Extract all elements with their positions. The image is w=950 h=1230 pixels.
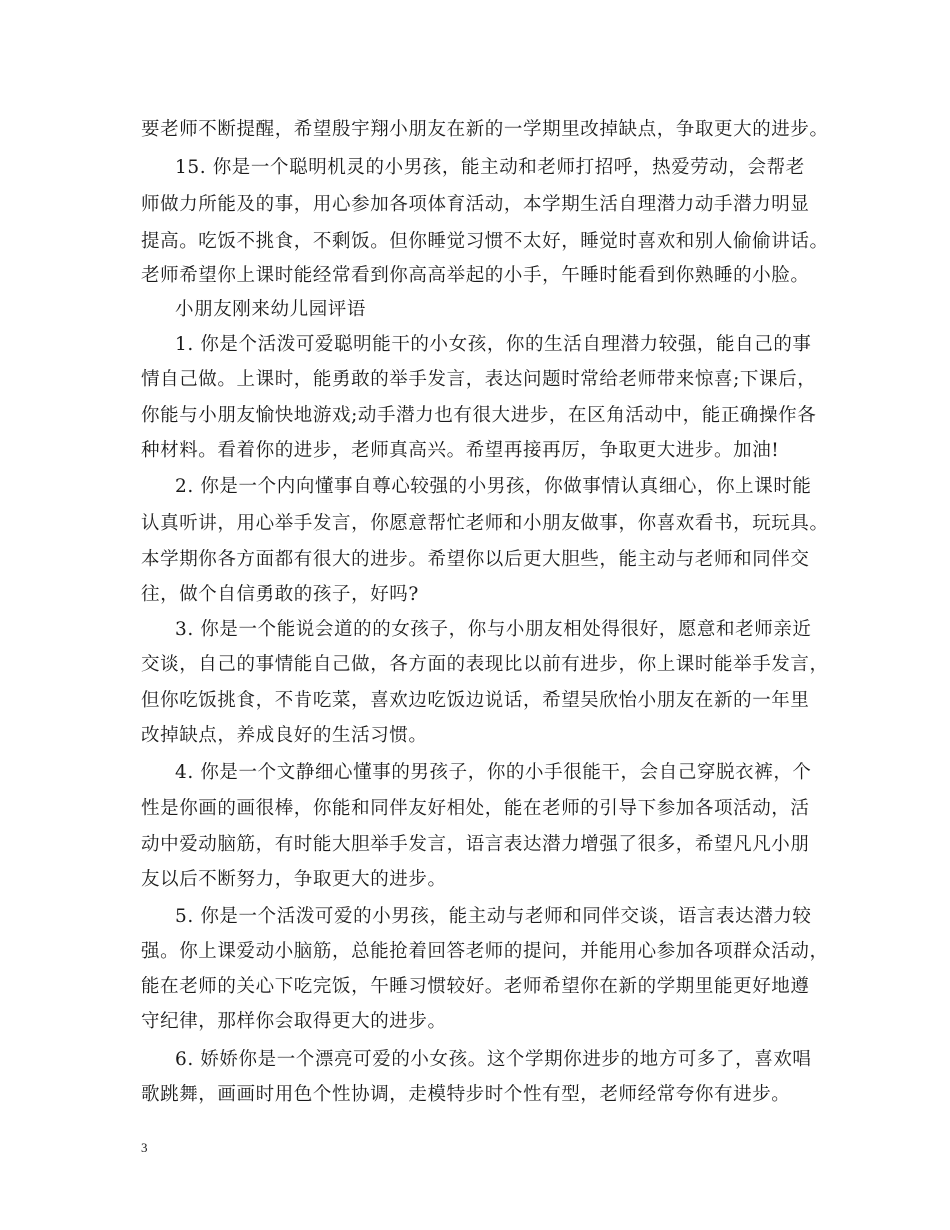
- text-line: 老师希望你上课时能经常看到你高高举起的小手，午睡时能看到你熟睡的小脸。: [141, 265, 810, 286]
- text-line: 4. 你是一个文静细心懂事的男孩子，你的小手很能干，会自己穿脱衣裤，个: [175, 762, 812, 783]
- text-line: 改掉缺点，养成良好的生活习惯。: [141, 725, 428, 746]
- text-line: 3. 你是一个能说会道的的女孩子，你与小朋友相处得很好，愿意和老师亲近: [175, 619, 812, 640]
- text-line: 情自己做。上课时，能勇敢的举手发言，表达问题时常给老师带来惊喜;下课后，: [141, 369, 817, 390]
- text-line: 能在老师的关心下吃完饭，午睡习惯较好。老师希望你在新的学期里能更好地遵: [141, 976, 810, 997]
- text-line: 歌跳舞，画画时用色个性协调，走模特步时个性有型，老师经常夸你有进步。: [141, 1084, 791, 1105]
- text-line: 5. 你是一个活泼可爱的小男孩，能主动与老师和同伴交谈，语言表达潜力较: [175, 906, 812, 927]
- text-line: 动中爱动脑筋，有时能大胆举手发言，语言表达潜力增强了很多，希望凡凡小朋: [141, 834, 810, 855]
- text-line: 但你吃饭挑食，不肯吃菜，喜欢边吃饭边说话，希望吴欣怡小朋友在新的一年里: [141, 690, 810, 711]
- text-line: 强。你上课爱动小脑筋，总能抢着回答老师的提问，并能用心参加各项群众活动，: [141, 941, 829, 962]
- text-line: 友以后不断努力，争取更大的进步。: [141, 869, 447, 890]
- text-line: 提高。吃饭不挑食，不剩饭。但你睡觉习惯不太好，睡觉时喜欢和别人偷偷讲话。: [141, 231, 829, 252]
- text-line: 师做力所能及的事，用心参加各项体育活动，本学期生活自理潜力动手潜力明显: [141, 194, 810, 215]
- text-line: 15. 你是一个聪明机灵的小男孩，能主动和老师打招呼，热爱劳动，会帮老: [175, 157, 805, 178]
- text-line: 往，做个自信勇敢的孩子，好吗?: [141, 584, 419, 605]
- text-line: 守纪律，那样你会取得更大的进步。: [141, 1011, 447, 1032]
- text-line: 你能与小朋友愉快地游戏;动手潜力也有很大进步，在区角活动中，能正确操作各: [141, 405, 817, 426]
- text-line: 交谈，自己的事情能自己做，各方面的表现比以前有进步，你上课时能举手发言，: [141, 654, 829, 675]
- text-line: 2. 你是一个内向懂事自尊心较强的小男孩，你做事情认真细心，你上课时能: [175, 476, 812, 497]
- text-line: 性是你画的画很棒，你能和同伴友好相处，能在老师的引导下参加各项活动，活: [141, 798, 810, 819]
- text-line: 6. 娇娇你是一个漂亮可爱的小女孩。这个学期你进步的地方可多了，喜欢唱: [175, 1049, 812, 1070]
- text-line: 1. 你是个活泼可爱聪明能干的小女孩，你的生活自理潜力较强，能自己的事: [175, 334, 812, 355]
- text-line: 种材料。看着你的进步，老师真高兴。希望再接再厉，争取更大进步。加油!: [141, 440, 780, 461]
- page-number: 3: [141, 1140, 148, 1155]
- section-heading: 小朋友刚来幼儿园评语: [175, 299, 367, 320]
- text-line: 要老师不断提醒，希望殷宇翔小朋友在新的一学期里改掉缺点，争取更大的进步。: [141, 119, 829, 140]
- text-line: 认真听讲，用心举手发言，你愿意帮忙老师和小朋友做事，你喜欢看书，玩玩具。: [141, 513, 829, 534]
- text-line: 本学期你各方面都有很大的进步。希望你以后更大胆些，能主动与老师和同伴交: [141, 549, 810, 570]
